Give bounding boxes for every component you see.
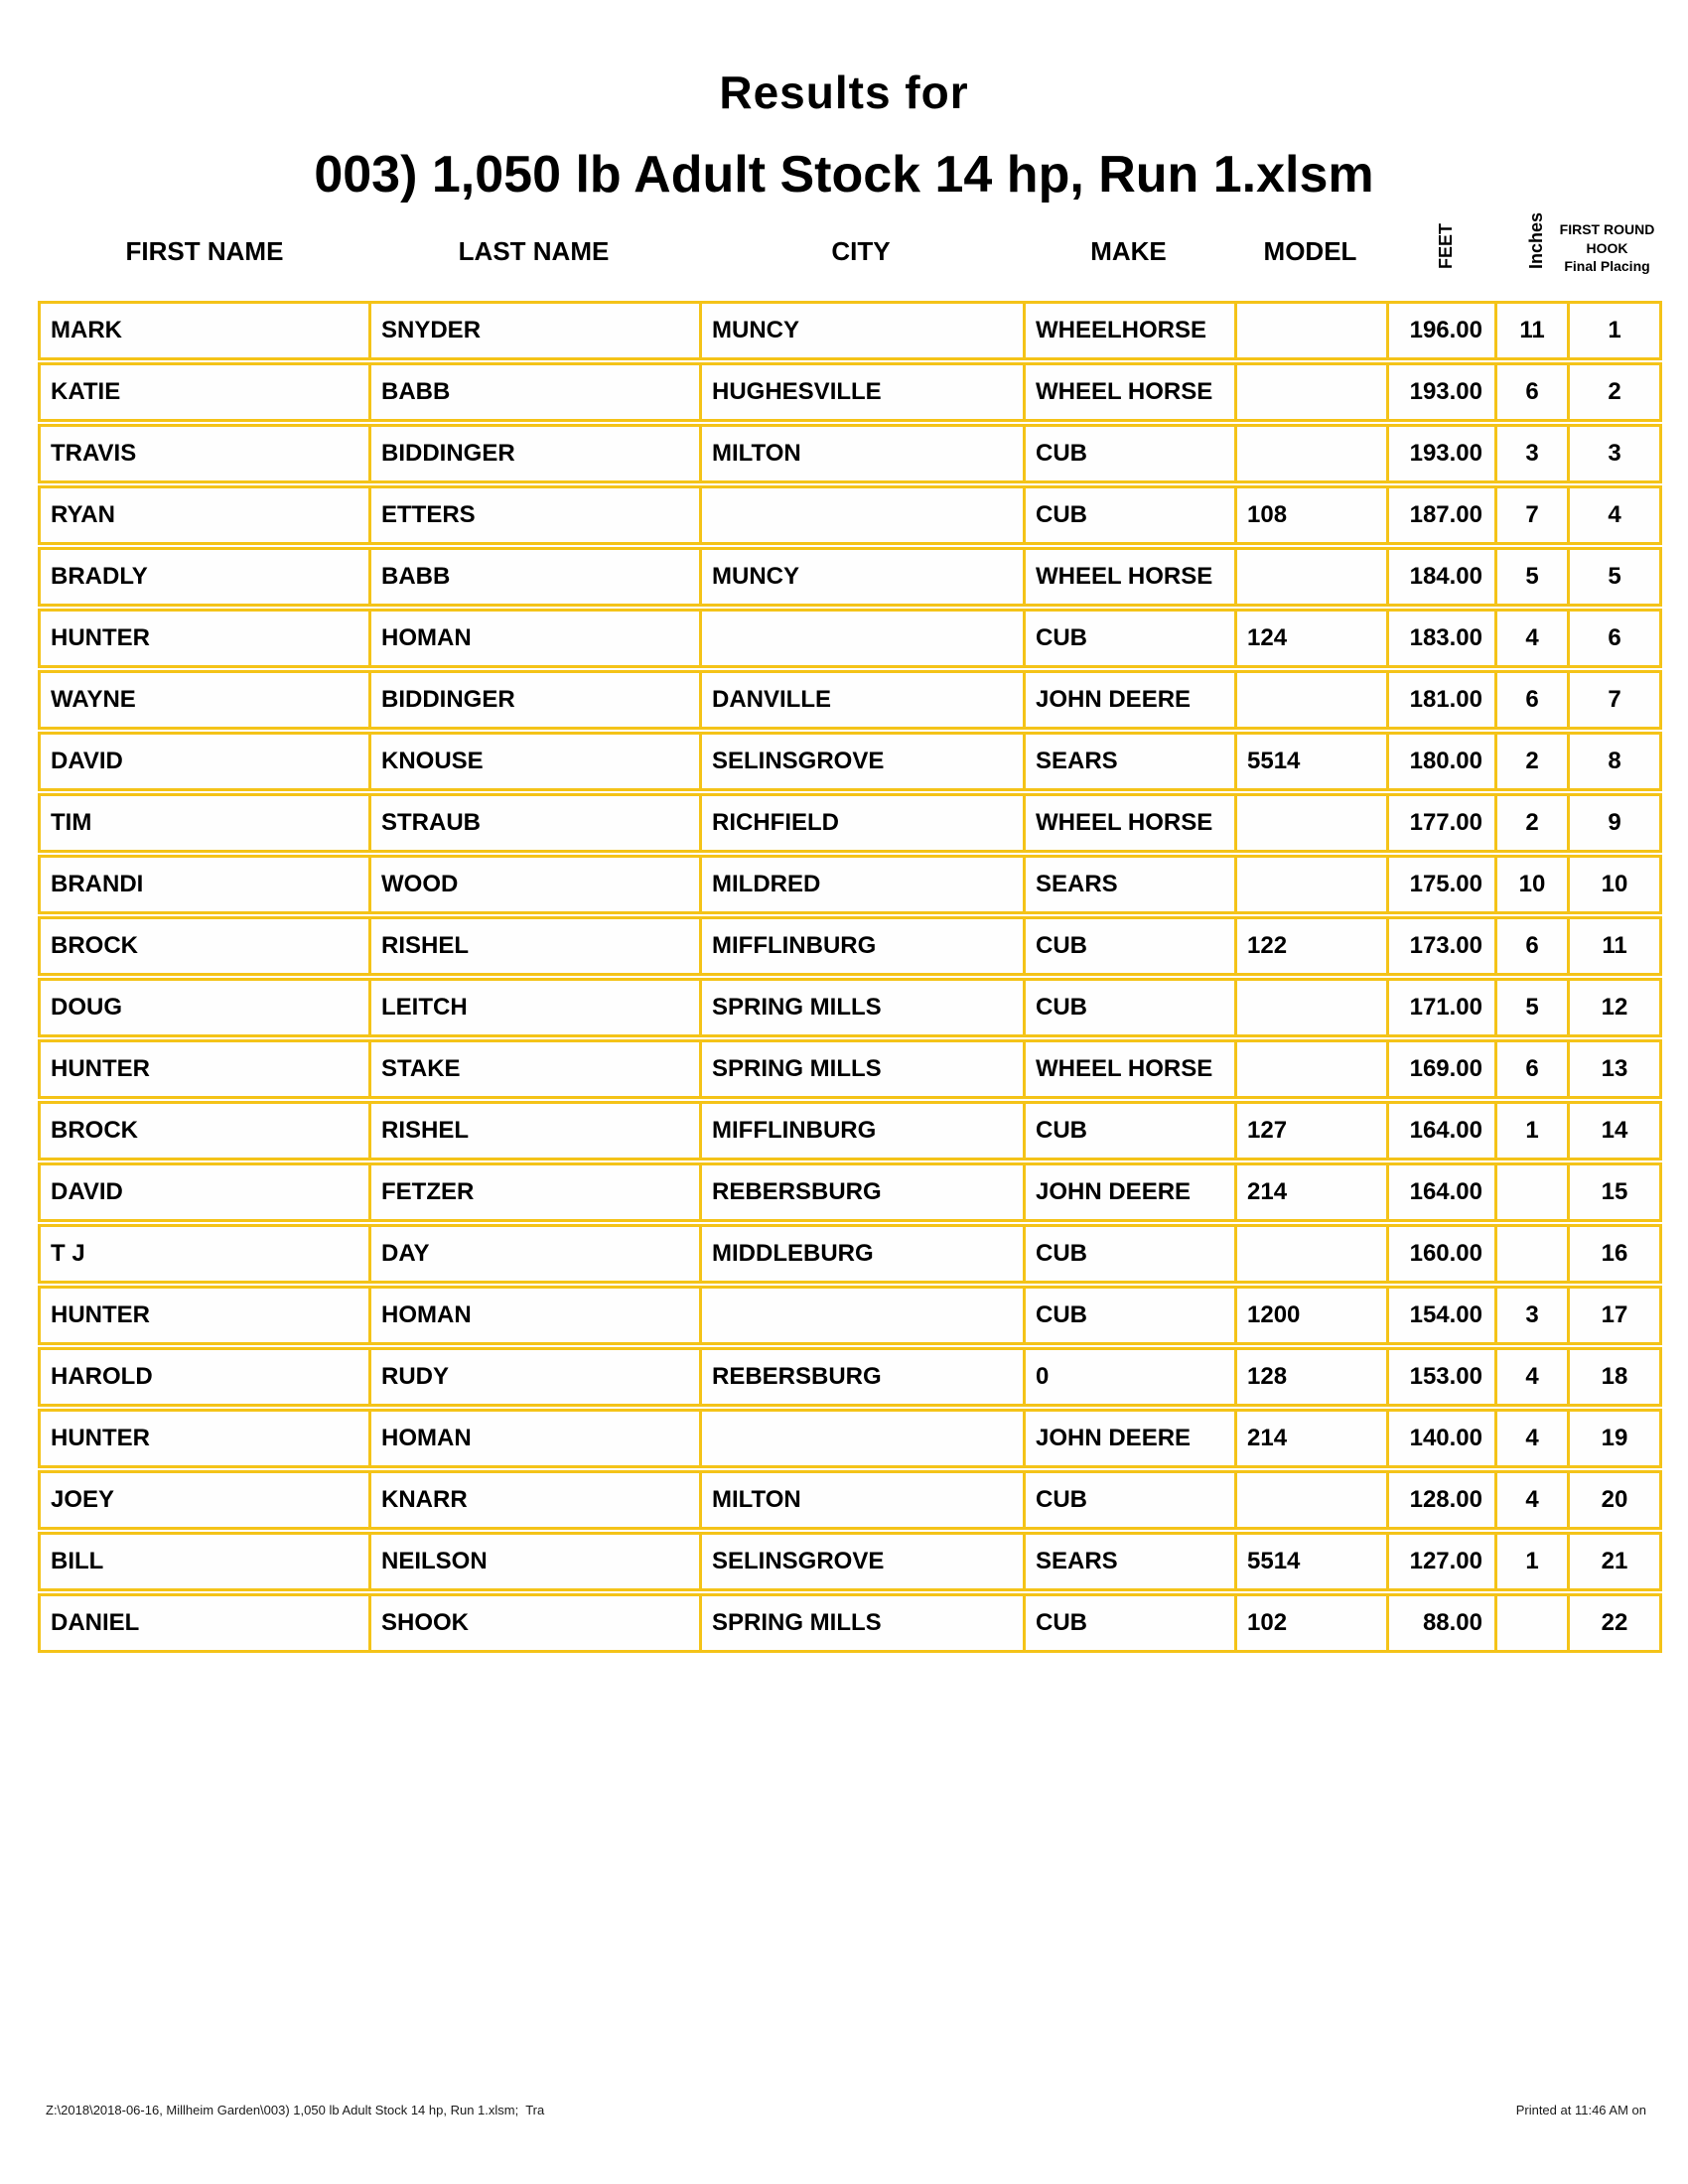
column-header-hook-line1: FIRST ROUND [1559, 221, 1655, 238]
cell-feet: 160.00 [1386, 1227, 1494, 1281]
cell-model [1234, 1473, 1386, 1527]
results-table-body [38, 301, 1662, 1653]
cell-inches [1494, 1165, 1567, 1219]
cell-feet: 196.00 [1386, 304, 1494, 357]
table-row [38, 301, 1662, 360]
cell-final-placing: 19 [1567, 1412, 1659, 1465]
cell-last-name: WOOD [368, 858, 699, 911]
cell-city: MILTON [699, 1473, 1023, 1527]
cell-inches [1494, 1596, 1567, 1650]
cell-feet: 175.00 [1386, 858, 1494, 911]
table-row [38, 978, 1662, 1037]
cell-make: CUB [1023, 612, 1234, 665]
cell-model [1234, 304, 1386, 357]
cell-city: SELINSGROVE [699, 1535, 1023, 1588]
cell-city: HUGHESVILLE [699, 365, 1023, 419]
column-header-model: MODEL [1263, 236, 1357, 266]
cell-final-placing: 9 [1567, 796, 1659, 850]
cell-feet: 169.00 [1386, 1042, 1494, 1096]
cell-first-name: TIM [51, 809, 92, 836]
cell-make: WHEEL HORSE [1023, 365, 1234, 419]
cell-feet: 128.00 [1386, 1473, 1494, 1527]
table-row [38, 1470, 1662, 1530]
cell-feet: 171.00 [1386, 981, 1494, 1034]
cell-make: JOHN DEERE [1023, 1165, 1234, 1219]
cell-city: SPRING MILLS [699, 1596, 1023, 1650]
cell-inches: 4 [1494, 1473, 1567, 1527]
table-row [38, 793, 1662, 853]
cell-model: 108 [1234, 488, 1386, 542]
cell-inches: 5 [1494, 550, 1567, 604]
cell-first-name: HUNTER [51, 1425, 150, 1451]
cell-model: 214 [1234, 1165, 1386, 1219]
cell-final-placing: 1 [1567, 304, 1659, 357]
table-row [38, 1101, 1662, 1160]
table-row [38, 424, 1662, 483]
column-header-hook-line2: HOOK [1586, 239, 1628, 256]
cell-last-name: SHOOK [368, 1596, 699, 1650]
table-row [38, 1162, 1662, 1222]
cell-last-name: BABB [368, 365, 699, 419]
cell-final-placing: 12 [1567, 981, 1659, 1034]
cell-model: 5514 [1234, 735, 1386, 788]
cell-model [1234, 796, 1386, 850]
cell-city: SELINSGROVE [699, 735, 1023, 788]
cell-make: CUB [1023, 1104, 1234, 1158]
cell-city: MIFFLINBURG [699, 1104, 1023, 1158]
cell-city: SPRING MILLS [699, 981, 1023, 1034]
cell-model: 124 [1234, 612, 1386, 665]
cell-final-placing: 20 [1567, 1473, 1659, 1527]
cell-final-placing: 15 [1567, 1165, 1659, 1219]
cell-final-placing: 8 [1567, 735, 1659, 788]
cell-model: 1200 [1234, 1289, 1386, 1342]
cell-final-placing: 21 [1567, 1535, 1659, 1588]
page-subtitle-filename: 003) 1,050 lb Adult Stock 14 hp, Run 1.xlsm [314, 146, 1374, 204]
page-title: Results for [719, 67, 969, 118]
cell-city [699, 488, 1023, 542]
cell-model: 127 [1234, 1104, 1386, 1158]
cell-last-name: BABB [368, 550, 699, 604]
cell-final-placing: 7 [1567, 673, 1659, 727]
cell-final-placing: 6 [1567, 612, 1659, 665]
cell-city: MILTON [699, 427, 1023, 480]
cell-feet: 164.00 [1386, 1104, 1494, 1158]
table-row [38, 485, 1662, 545]
cell-inches: 11 [1494, 304, 1567, 357]
cell-model: 122 [1234, 919, 1386, 973]
cell-first-name: T J [51, 1240, 85, 1267]
cell-feet: 154.00 [1386, 1289, 1494, 1342]
cell-first-name: MARK [51, 317, 122, 343]
cell-make: SEARS [1023, 858, 1234, 911]
table-header-row [41, 164, 1659, 303]
cell-last-name: KNOUSE [368, 735, 699, 788]
cell-make: CUB [1023, 1227, 1234, 1281]
cell-model [1234, 981, 1386, 1034]
cell-final-placing: 4 [1567, 488, 1659, 542]
cell-inches: 3 [1494, 1289, 1567, 1342]
cell-first-name: JOEY [51, 1486, 115, 1513]
cell-last-name: LEITCH [368, 981, 699, 1034]
cell-make: WHEELHORSE [1023, 304, 1234, 357]
cell-make: CUB [1023, 1596, 1234, 1650]
table-row [38, 1593, 1662, 1653]
cell-city: MUNCY [699, 304, 1023, 357]
cell-model: 102 [1234, 1596, 1386, 1650]
cell-feet: 153.00 [1386, 1350, 1494, 1404]
cell-first-name: DAVID [51, 748, 123, 774]
cell-inches [1494, 1227, 1567, 1281]
cell-final-placing: 10 [1567, 858, 1659, 911]
cell-make: CUB [1023, 1473, 1234, 1527]
cell-first-name: TRAVIS [51, 440, 137, 467]
cell-last-name: BIDDINGER [368, 427, 699, 480]
column-header-feet: FEET [1436, 222, 1456, 269]
cell-feet: 164.00 [1386, 1165, 1494, 1219]
cell-model [1234, 427, 1386, 480]
table-row [38, 1286, 1662, 1345]
cell-first-name: DANIEL [51, 1609, 140, 1636]
cell-first-name: KATIE [51, 378, 121, 405]
table-row [38, 1224, 1662, 1284]
cell-feet: 193.00 [1386, 427, 1494, 480]
cell-last-name: NEILSON [368, 1535, 699, 1588]
cell-make: 0 [1023, 1350, 1234, 1404]
cell-first-name: HUNTER [51, 1301, 150, 1328]
cell-city: DANVILLE [699, 673, 1023, 727]
cell-inches: 2 [1494, 796, 1567, 850]
table-row [38, 1039, 1662, 1099]
column-header-first-name: FIRST NAME [125, 236, 284, 266]
cell-first-name: WAYNE [51, 686, 136, 713]
cell-make: SEARS [1023, 1535, 1234, 1588]
cell-inches: 4 [1494, 612, 1567, 665]
cell-inches: 10 [1494, 858, 1567, 911]
cell-final-placing: 13 [1567, 1042, 1659, 1096]
cell-inches: 7 [1494, 488, 1567, 542]
cell-feet: 173.00 [1386, 919, 1494, 973]
cell-inches: 6 [1494, 365, 1567, 419]
cell-first-name: BROCK [51, 932, 138, 959]
cell-final-placing: 18 [1567, 1350, 1659, 1404]
cell-final-placing: 11 [1567, 919, 1659, 973]
column-header-make: MAKE [1090, 236, 1167, 266]
cell-inches: 2 [1494, 735, 1567, 788]
cell-last-name: SNYDER [368, 304, 699, 357]
cell-feet: 184.00 [1386, 550, 1494, 604]
cell-first-name: BILL [51, 1548, 104, 1574]
cell-inches: 3 [1494, 427, 1567, 480]
cell-make: JOHN DEERE [1023, 673, 1234, 727]
table-row [38, 547, 1662, 607]
cell-first-name: HAROLD [51, 1363, 153, 1390]
cell-model [1234, 365, 1386, 419]
cell-city: MIFFLINBURG [699, 919, 1023, 973]
cell-final-placing: 22 [1567, 1596, 1659, 1650]
cell-final-placing: 14 [1567, 1104, 1659, 1158]
cell-city [699, 1412, 1023, 1465]
cell-inches: 5 [1494, 981, 1567, 1034]
cell-model [1234, 673, 1386, 727]
cell-feet: 180.00 [1386, 735, 1494, 788]
cell-feet: 193.00 [1386, 365, 1494, 419]
cell-city: SPRING MILLS [699, 1042, 1023, 1096]
cell-make: WHEEL HORSE [1023, 796, 1234, 850]
table-row [38, 609, 1662, 668]
column-header-final-placing [1560, 220, 1655, 275]
cell-last-name: KNARR [368, 1473, 699, 1527]
cell-last-name: BIDDINGER [368, 673, 699, 727]
cell-feet: 127.00 [1386, 1535, 1494, 1588]
cell-final-placing: 17 [1567, 1289, 1659, 1342]
cell-inches: 6 [1494, 673, 1567, 727]
cell-model: 128 [1234, 1350, 1386, 1404]
cell-last-name: DAY [368, 1227, 699, 1281]
cell-model [1234, 550, 1386, 604]
cell-first-name: HUNTER [51, 624, 150, 651]
cell-last-name: HOMAN [368, 1412, 699, 1465]
cell-feet: 88.00 [1386, 1596, 1494, 1650]
cell-city: MILDRED [699, 858, 1023, 911]
column-header-hook-line3: Final Placing [1564, 257, 1650, 274]
cell-inches: 4 [1494, 1412, 1567, 1465]
cell-last-name: RISHEL [368, 1104, 699, 1158]
cell-first-name: RYAN [51, 501, 115, 528]
cell-first-name: BRANDI [51, 871, 144, 897]
table-row [38, 916, 1662, 976]
cell-city [699, 612, 1023, 665]
table-row [38, 362, 1662, 422]
cell-first-name: DAVID [51, 1178, 123, 1205]
cell-final-placing: 2 [1567, 365, 1659, 419]
cell-model: 5514 [1234, 1535, 1386, 1588]
cell-inches: 1 [1494, 1104, 1567, 1158]
cell-model [1234, 1227, 1386, 1281]
cell-feet: 181.00 [1386, 673, 1494, 727]
cell-model: 214 [1234, 1412, 1386, 1465]
cell-city: REBERSBURG [699, 1350, 1023, 1404]
cell-feet: 140.00 [1386, 1412, 1494, 1465]
cell-feet: 183.00 [1386, 612, 1494, 665]
cell-make: CUB [1023, 919, 1234, 973]
cell-feet: 177.00 [1386, 796, 1494, 850]
table-row [38, 732, 1662, 791]
cell-make: WHEEL HORSE [1023, 1042, 1234, 1096]
cell-make: CUB [1023, 488, 1234, 542]
cell-make: WHEEL HORSE [1023, 550, 1234, 604]
cell-final-placing: 5 [1567, 550, 1659, 604]
cell-last-name: HOMAN [368, 1289, 699, 1342]
cell-first-name: BROCK [51, 1117, 138, 1144]
cell-last-name: STRAUB [368, 796, 699, 850]
cell-city: REBERSBURG [699, 1165, 1023, 1219]
table-row [38, 855, 1662, 914]
footer-file-path: Z:\2018\2018-06-16, Millheim Garden\003) 1,050 lb Adult Stock 14 hp, Run 1.xlsm; Tra [46, 2103, 545, 2117]
footer-printed-at: Printed at 11:46 AM on [1515, 2103, 1646, 2117]
table-row [38, 1532, 1662, 1591]
cell-inches: 6 [1494, 1042, 1567, 1096]
cell-last-name: RUDY [368, 1350, 699, 1404]
cell-first-name: HUNTER [51, 1055, 150, 1082]
cell-city: MUNCY [699, 550, 1023, 604]
column-header-city: CITY [831, 236, 891, 266]
column-header-last-name: LAST NAME [458, 236, 610, 266]
cell-city: RICHFIELD [699, 796, 1023, 850]
table-row [38, 1409, 1662, 1468]
cell-inches: 6 [1494, 919, 1567, 973]
cell-final-placing: 16 [1567, 1227, 1659, 1281]
cell-city [699, 1289, 1023, 1342]
table-row [38, 1347, 1662, 1407]
cell-last-name: RISHEL [368, 919, 699, 973]
cell-model [1234, 858, 1386, 911]
column-header-inches: Inches [1526, 211, 1546, 269]
cell-last-name: HOMAN [368, 612, 699, 665]
cell-first-name: BRADLY [51, 563, 148, 590]
cell-final-placing: 3 [1567, 427, 1659, 480]
cell-first-name: DOUG [51, 994, 122, 1021]
cell-feet: 187.00 [1386, 488, 1494, 542]
cell-make: SEARS [1023, 735, 1234, 788]
cell-last-name: FETZER [368, 1165, 699, 1219]
cell-make: JOHN DEERE [1023, 1412, 1234, 1465]
cell-city: MIDDLEBURG [699, 1227, 1023, 1281]
cell-last-name: ETTERS [368, 488, 699, 542]
table-row [38, 670, 1662, 730]
cell-make: CUB [1023, 427, 1234, 480]
cell-inches: 4 [1494, 1350, 1567, 1404]
cell-make: CUB [1023, 1289, 1234, 1342]
cell-model [1234, 1042, 1386, 1096]
cell-make: CUB [1023, 981, 1234, 1034]
cell-inches: 1 [1494, 1535, 1567, 1588]
cell-last-name: STAKE [368, 1042, 699, 1096]
